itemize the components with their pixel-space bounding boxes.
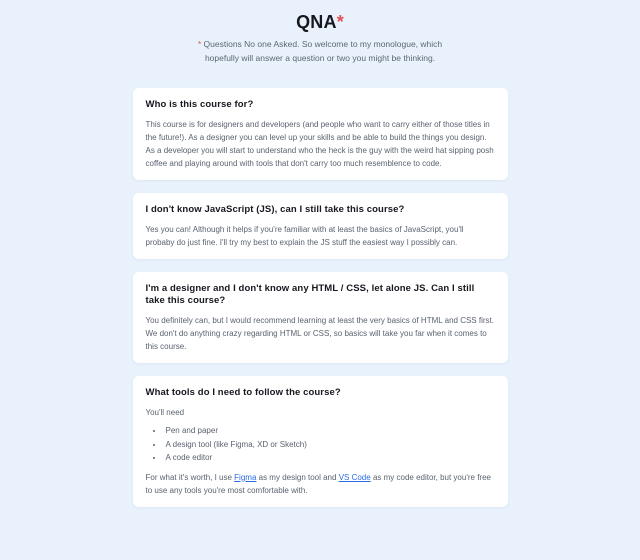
faq-question: What tools do I need to follow the course? (145, 387, 341, 398)
page-title (0, 12, 640, 33)
outro-text: as my design tool and (256, 472, 339, 482)
tools-list (146, 424, 495, 465)
page-title-text: QNA (296, 12, 337, 32)
outro-text: as my code editor, but you're free to use any tools you're most comfortable with. (145, 472, 491, 495)
page-note (184, 38, 456, 65)
outro-text: For what it's worth, I use (145, 472, 235, 482)
faq-question: I don't know JavaScript (JS), can I still take this course? (145, 204, 405, 215)
page-header (0, 12, 640, 65)
note-text: Questions No one Asked. So welcome to my monologue, which hopefully will answer a question or two you might be thinking. (203, 39, 443, 63)
note-asterisk: * (197, 39, 202, 49)
faq-card-dont-know-js (133, 193, 508, 259)
vscode-link[interactable]: VS Code (338, 472, 371, 482)
faq-list (0, 88, 640, 507)
faq-answer: Yes you can! Although it helps if you're familiar with at least the basics of JavaScript, you'll probaby do just fine. I'll try my best to explain the JS stuff the easiest way I possibly can. (145, 225, 464, 247)
faq-card-tools-needed (133, 376, 508, 507)
tools-list-item: • Pen and paper (164, 424, 495, 438)
faq-card-designer-no-html-css (133, 272, 508, 363)
figma-link[interactable]: Figma (234, 472, 257, 482)
faq-card-who-is-this-for (133, 88, 508, 180)
title-asterisk: * (336, 12, 344, 32)
tools-list-item: • A code editor (164, 451, 495, 465)
faq-answer: You definitely can, but I would recommend learning at least the very basics of HTML and CSS first. We don't do anything crazy regarding HTML or CSS, so basics will take you far when it comes to this course. (145, 316, 494, 351)
faq-question: I'm a designer and I don't know any HTML / CSS, let alone JS. Can I still take this course? (145, 283, 475, 306)
faq-answer-intro: You'll need (145, 408, 185, 417)
faq-answer-outro (146, 471, 495, 497)
faq-question: Who is this course for? (145, 99, 254, 110)
tools-list-item: • A design tool (like Figma, XD or Sketch) (164, 438, 495, 452)
faq-answer: This course is for designers and developers (and people who want to carry either of those titles in the future!). As a designer you can level up your skills and be able to build the things you design. As a developer you will start to understand who the heck is the guy with the weird hat sipping posh coffee and playing around with tools that don't carry too much resemblence to code. (145, 120, 494, 168)
